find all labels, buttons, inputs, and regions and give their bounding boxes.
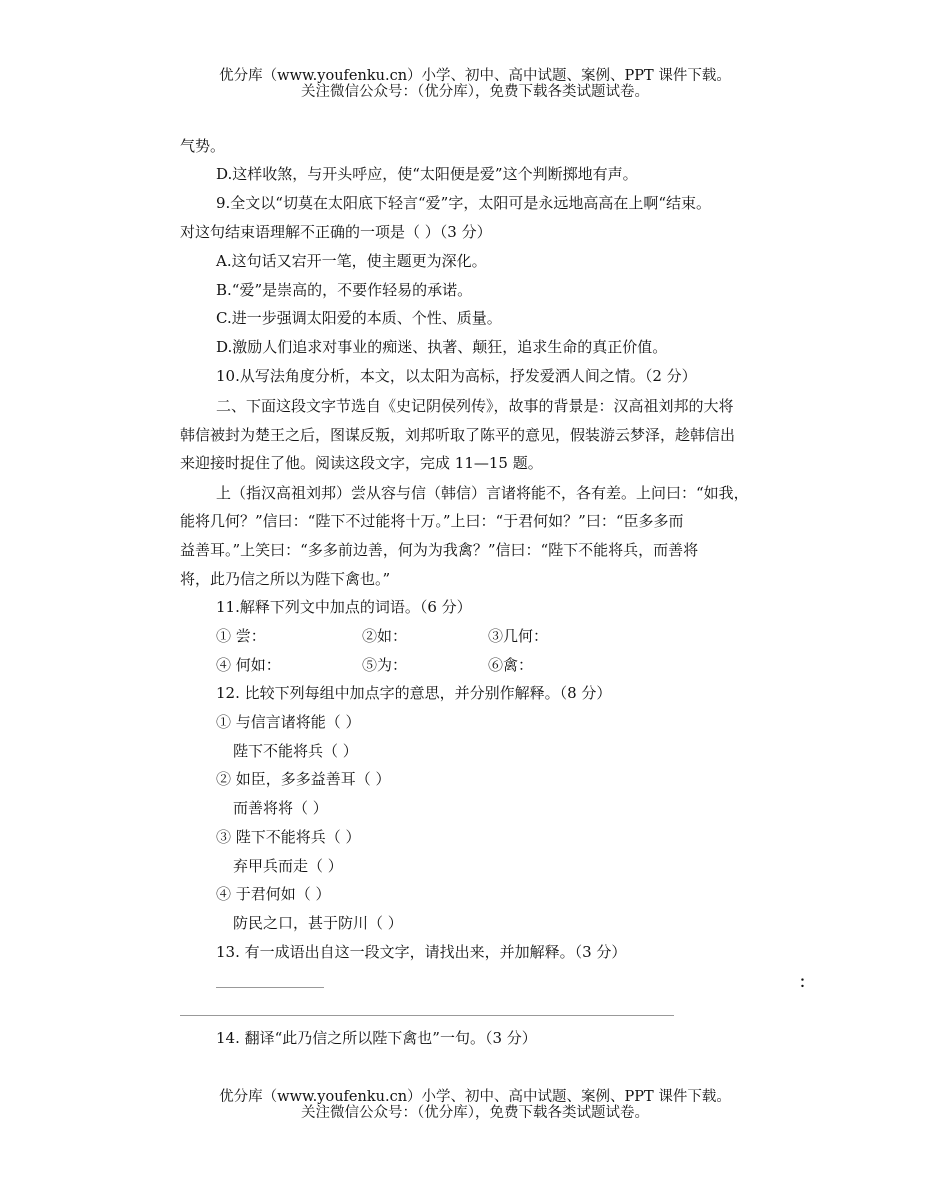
q11-item: ④ 何如：	[216, 656, 281, 674]
question-13: 13. 有一成语出自这一段文字，请找出来，并加解释。（3 分）	[216, 943, 627, 961]
q11-item: ⑤为：	[362, 656, 408, 674]
option-d: D.激励人们追求对事业的痴迷、执著、颠狂，追求生命的真正价值。	[216, 338, 668, 356]
text-line: 来迎接时捉住了他。阅读这段文字，完成 11—15 题。	[180, 454, 543, 472]
text-line: D.这样收煞，与开头呼应，使“太阳便是爱”这个判断掷地有声。	[216, 165, 638, 183]
passage-line: 能将几何？”信曰：“陛下不过能将十万。”上曰：“于君何如？”曰：“臣多多而	[180, 512, 684, 530]
page-header	[0, 68, 950, 100]
option-b: B.“爱”是崇高的，不要作轻易的承诺。	[216, 281, 473, 299]
q11-item: ⑥禽：	[488, 656, 534, 674]
footer-line-1: 优分库（www.youfenku.cn）小学、初中、高中试题、案例、PPT 课件下载。	[219, 1089, 731, 1105]
text-line: 韩信被封为楚王之后，图谋反叛，刘邦听取了陈平的意见，假装游云梦泽，趁韩信出	[180, 426, 736, 444]
question-12: 12. 比较下列每组中加点字的意思，并分别作解释。（8 分）	[216, 684, 612, 702]
q11-item: ②如：	[362, 627, 408, 645]
page-footer	[0, 1089, 950, 1121]
footer-line-2: 关注微信公众号：（优分库），免费下载各类试题试卷。	[301, 1105, 649, 1121]
answer-blank-short	[216, 987, 324, 988]
question-11: 11.解释下列文中加点的词语。（6 分）	[216, 598, 472, 616]
q12-item: 防民之口，甚于防川（ ）	[233, 914, 403, 932]
passage-line: 益善耳。”上笑曰：“多多前边善，何为为我禽？”信曰：“陛下不能将兵，而善将	[180, 541, 699, 559]
passage-line: 上（指汉高祖刘邦）尝从容与信（韩信）言诸将能不，各有差。上问曰：“如我，	[216, 484, 749, 502]
question-9: 9.全文以“切莫在太阳底下轻言“爱”字，太阳可是永远地高高在上啊“结束。	[216, 194, 711, 212]
q12-item: 弃甲兵而走（ ）	[233, 857, 343, 875]
answer-blank-long	[180, 1015, 674, 1016]
q12-item: ① 与信言诸将能（ ）	[216, 713, 361, 731]
q12-item: 陛下不能将兵（ ）	[233, 742, 358, 760]
header-line-2: 关注微信公众号：（优分库），免费下载各类试题试卷。	[301, 84, 649, 100]
section-2-intro: 二、下面这段文字节选自《史记阴侯列传》，故事的背景是：汉高祖刘邦的大将	[216, 397, 734, 415]
q12-item: 而善将将（ ）	[233, 799, 328, 817]
option-a: A.这句话又宕开一笔，使主题更为深化。	[216, 252, 487, 270]
text-line: 气势。	[180, 137, 226, 155]
text-line: 对这句结束语理解不正确的一项是（ ）（3 分）	[180, 223, 492, 241]
q12-item: ④ 于君何如（ ）	[216, 885, 331, 903]
q11-item: ① 尝：	[216, 627, 266, 645]
option-c: C.进一步强调太阳爱的本质、个性、质量。	[216, 309, 502, 327]
q12-item: ③ 陛下不能将兵（ ）	[216, 828, 361, 846]
passage-line: 将，此乃信之所以为陛下禽也。”	[180, 570, 391, 588]
answer-colon: ：	[799, 973, 815, 991]
q11-item: ③几何：	[488, 627, 549, 645]
q12-item: ② 如臣，多多益善耳（ ）	[216, 770, 391, 788]
question-10: 10.从写法角度分析，本文，以太阳为高标，抒发爱洒人间之情。（2 分）	[216, 367, 697, 385]
header-line-1: 优分库（www.youfenku.cn）小学、初中、高中试题、案例、PPT 课件下载。	[219, 68, 731, 84]
question-14: 14. 翻译“此乃信之所以陛下禽也”一句。（3 分）	[216, 1029, 537, 1047]
